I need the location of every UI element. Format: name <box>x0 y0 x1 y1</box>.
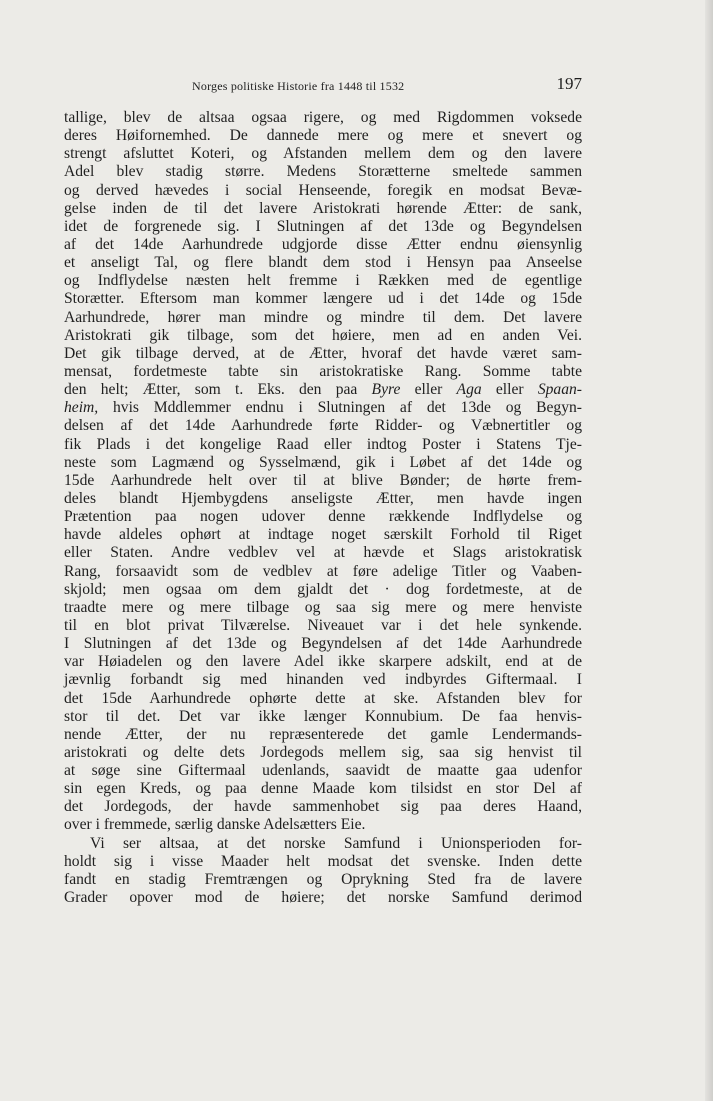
text-line <box>64 381 582 399</box>
text-line: havde aldeles ophørt at indtage noget særskilt Forhold til Riget <box>64 526 582 544</box>
text-line: skjold; men ogsaa om dem gjaldt det · dog fordetmeste, at de <box>64 580 582 598</box>
text-line: Aristokrati gik tilbage, som det høiere, men ad en anden Vei. <box>64 326 582 344</box>
text-line: Prætention paa nogen udover denne rækkende Indflydelse og <box>64 508 582 526</box>
line-text: eller <box>481 381 538 399</box>
text-line: det Jordegods, der havde sammenhobet sig paa deres Haand, <box>64 798 582 816</box>
body-text <box>64 109 582 907</box>
text-line <box>64 399 582 417</box>
text-line: at søge sine Giftermaal udenlands, saavidt de maatte gaa udenfor <box>64 762 582 780</box>
text-line: og Indflydelse næsten helt fremme i Rækken med de egentlige <box>64 272 582 290</box>
text-line: over i fremmede, særlig danske Adelsætters Eie. <box>64 816 366 834</box>
text-line: jævnlig forbandt sig med hinanden ved indbyrdes Giftermaal. I <box>64 671 582 689</box>
running-title: Norges politiske Historie fra 1448 til 1532 <box>192 79 405 93</box>
place-name: Aga <box>456 381 482 399</box>
text-line: tallige, blev de altsaa ogsaa rigere, og med Rigdommen voksede <box>64 109 582 126</box>
text-line: I Slutningen af det 13de og Begyndelsen af det 14de Aarhundrede <box>64 635 582 653</box>
text-line: aristokrati og delte dets Jordegods mellem sig, saa sig henvist til <box>64 743 582 761</box>
page-header <box>64 74 582 96</box>
text-line: og derved hævedes i social Henseende, foregik en modsat Bevæ- <box>64 181 582 199</box>
line-text: eller <box>400 381 457 399</box>
text-line: deres Høifornemhed. De dannede mere og mere et snevert og <box>64 127 582 145</box>
text-line: strengt afsluttet Koteri, og Afstanden mellem dem og den lavere <box>64 145 582 163</box>
text-line: mensat, fordetmeste tabte sin aristokratiske Rang. Somme tabte <box>64 362 582 380</box>
text-line: nende Ætter, der nu repræsenterede det gamle Lendermands- <box>64 725 582 743</box>
text-line: det 15de Aarhundrede ophørte dette at ske. Afstanden blev for <box>64 689 582 707</box>
text-line: traadte mere og mere tilbage og saa sig mere og mere henviste <box>64 598 582 616</box>
text-line: eller Staten. Andre vedblev vel at hævde et Slags aristokratisk <box>64 544 582 562</box>
text-line: af det 14de Aarhundrede udgjorde disse Ætter endnu øiensynlig <box>64 235 582 253</box>
text-line: idet de forgrenede sig. I Slutningen af det 13de og Begyndelsen <box>64 217 582 235</box>
line-text: den helt; Ætter, som t. Eks. den paa <box>64 381 372 399</box>
text-line: neste som Lagmænd og Sysselmænd, gik i Løbet af det 14de og <box>64 453 582 471</box>
place-name: Spaan- <box>537 381 582 399</box>
text-line: Grader opover mod de høiere; det norske Samfund derimod <box>64 889 582 907</box>
page-number: 197 <box>556 74 582 93</box>
text-line: Det gik tilbage derved, at de Ætter, hvoraf det havde været sam- <box>64 344 582 362</box>
place-name: Byre <box>371 381 401 399</box>
text-line: Adel blev stadig større. Medens Storætterne smeltede sammen <box>64 163 582 181</box>
text-line: et anseligt Tal, og flere blandt dem stod i Hensyn paa Anseelse <box>64 254 582 272</box>
text-line: var Høiadelen og den lavere Adel ikke skarpere adskilt, end at de <box>64 653 582 671</box>
place-name: heim, <box>64 399 99 417</box>
text-line: Storætter. Eftersom man kommer længere ud i det 14de og 15de <box>64 290 582 308</box>
text-line: Aarhundrede, hører man mindre og mindre til dem. Det lavere <box>64 308 582 326</box>
text-line: deles blandt Hjembygdens anseligste Ætter, men havde ingen <box>64 489 582 507</box>
text-line: fik Plads i det kongelige Raad eller indtog Poster i Statens Tje- <box>64 435 582 453</box>
line-text: hvis Mddlemmer endnu i Slutningen af det 13de og Begyn- <box>98 399 582 417</box>
text-line: gelse inden de til det lavere Aristokrati hørende Ætter: de sank, <box>64 199 582 217</box>
text-line: holdt sig i visse Maader helt modsat det svenske. Inden dette <box>64 852 582 870</box>
text-line: delsen af det 14de Aarhundrede førte Ridder- og Væbnertitler og <box>64 417 582 435</box>
text-line: til en blot privat Tilværelse. Niveauet var i det hele synkende. <box>64 616 582 634</box>
text-line: Vi ser altsaa, at det norske Samfund i Unionsperioden for- <box>90 834 582 852</box>
text-line: sin egen Kreds, og paa denne Maade kom tilsidst en stor Del af <box>64 780 582 798</box>
text-line: Rang, forsaavidt som de vedblev at føre adelige Titler og Vaaben- <box>64 562 582 580</box>
text-line: fandt en stadig Fremtrængen og Oprykning Sted fra de lavere <box>64 870 582 888</box>
text-line: stor til det. Det var ikke længer Konnubium. De faa henvis- <box>64 707 582 725</box>
text-line: 15de Aarhundrede helt over til at blive Bønder; de hørte frem- <box>64 471 582 489</box>
page-edge <box>705 0 713 1101</box>
